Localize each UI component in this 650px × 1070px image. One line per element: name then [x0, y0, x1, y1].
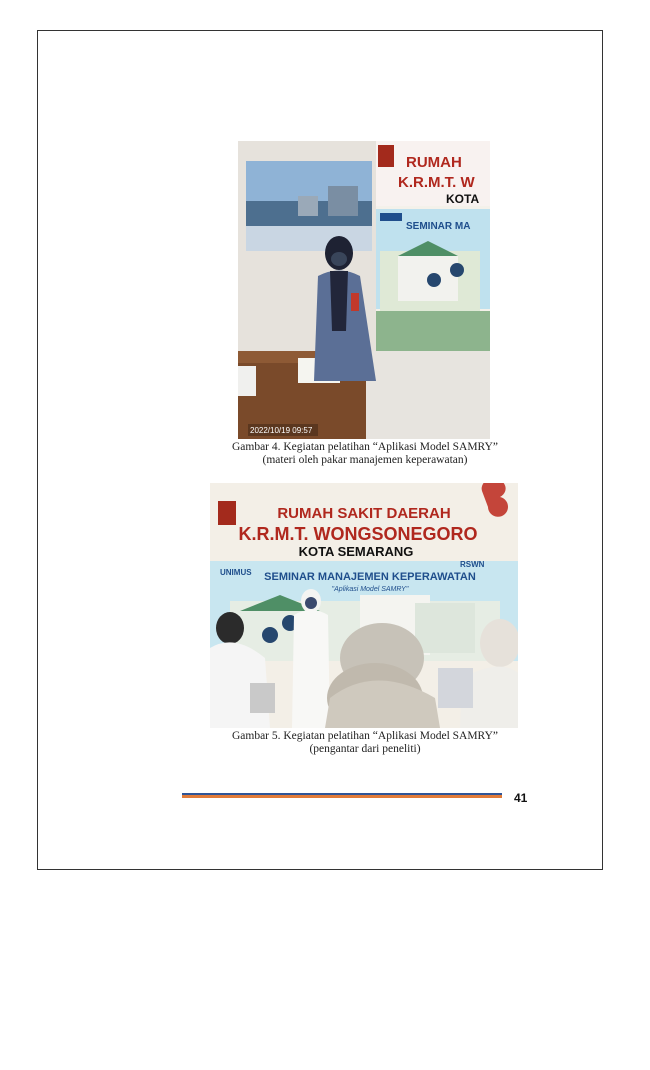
figure-4-photo [238, 141, 490, 439]
figure-4-caption [155, 441, 575, 467]
photo2-banner-line2: K.R.M.T. WONGSONEGORO [238, 524, 478, 544]
photo1-banner-line1: RUMAH [406, 154, 462, 171]
photo2-seminar-text: SEMINAR MANAJEMEN KEPERAWATAN [264, 571, 476, 583]
page-number: 41 [514, 791, 528, 805]
photo2-rswn-label: RSWN [460, 560, 485, 569]
photo2-unimus-label: UNIMUS [220, 568, 252, 577]
photo1-seminar-text: SEMINAR MA [406, 221, 471, 232]
footer-divider-bar [182, 793, 502, 800]
photo2-banner-line1: RUMAH SAKIT DAERAH [277, 505, 451, 522]
photo2-seminar-sub: "Aplikasi Model SAMRY" [331, 586, 409, 593]
photo1-timestamp: 2022/10/19 09:57 [250, 426, 313, 435]
photo2-banner-line3: KOTA SEMARANG [298, 544, 414, 559]
footer-bar-orange [182, 795, 502, 798]
photo1-banner-line3: KOTA [446, 192, 480, 206]
figure-4-caption-line1: Gambar 4. Kegiatan pelatihan “Aplikasi Model SAMRY” [231, 441, 499, 453]
photo1-banner-line2: K.R.M.T. W [398, 174, 475, 191]
figure-5-caption [155, 730, 575, 756]
figure-4-caption-line2: (materi oleh pakar manajemen keperawatan) [262, 454, 468, 466]
figure-5-caption-line2: (pengantar dari peneliti) [309, 743, 421, 755]
figure-5-caption-line1: Gambar 5. Kegiatan pelatihan “Aplikasi Model SAMRY” [231, 730, 499, 742]
figure-5-photo [210, 483, 518, 728]
